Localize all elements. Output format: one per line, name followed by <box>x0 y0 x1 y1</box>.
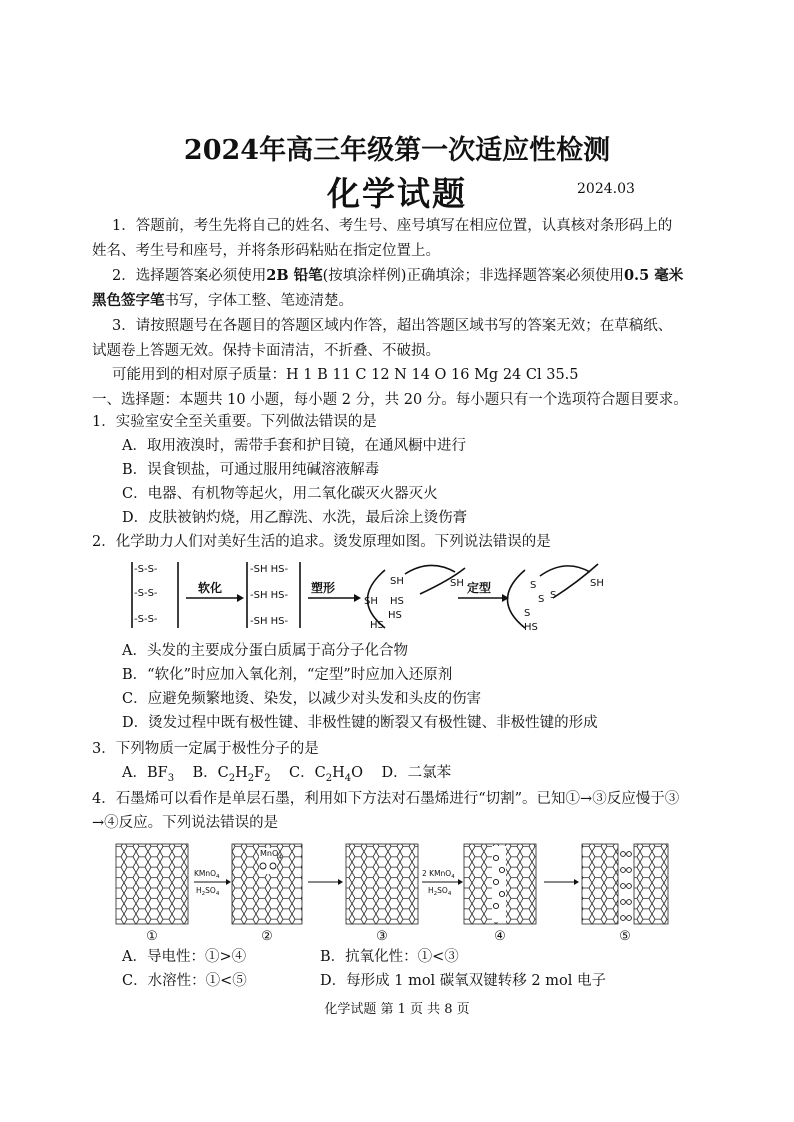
instruction-3a: 3．请按照题号在各题目的答题区域内作答，超出答题区域书写的答案无效；在草稿纸、 <box>112 318 673 334</box>
instruction-3b: 试题卷上答题无效。保持卡面清洁，不折叠、不破损。 <box>92 343 440 359</box>
graphene-sheet-3 <box>346 844 418 924</box>
page-footer: 化学试题 第 1 页 共 8 页 <box>324 1002 470 1017</box>
q4-option-d: D．每形成 1 mol 碳氧双键转移 2 mol 电子 <box>320 973 606 989</box>
soften-label: 软化 <box>198 581 223 595</box>
hs-label-1: HS <box>390 596 404 607</box>
exam-date: 2024.03 <box>577 181 635 197</box>
instruction-2a: 2．选择题答案必须使用2B 铅笔(按填涂样例)正确填涂；非选择题答案必须使用0.5 毫米 <box>112 267 684 284</box>
s-label-4: S <box>524 608 531 619</box>
graphene-sheet-4 <box>464 844 536 924</box>
q3-stem: 3．下列物质一定属于极性分子的是 <box>92 741 319 757</box>
graphene-sheet-5 <box>582 844 668 924</box>
structure-label-2: ② <box>261 929 273 944</box>
q4-stem-a: 4．石墨烯可以看作是单层石墨，利用如下方法对石墨烯进行“切割”。已知①→③反应慢于③ <box>92 791 680 807</box>
reagent-1-bottom: $H_2SO_4$ <box>196 886 220 897</box>
exam-title: 2024年高三年级第一次适应性检测 <box>183 135 611 166</box>
graphene-cutting-diagram <box>112 836 672 946</box>
section-1-heading: 一、选择题：本题共 10 小题，每小题 2 分，共 20 分。每小题只有一个选项符合题目要求。 <box>92 392 688 408</box>
sh-label-4: SH <box>590 578 604 589</box>
q3-option-c: C．$C_2H_4O$ <box>289 765 364 784</box>
instruction-1a: 1．答题前，考生先将自己的姓名、考生号、座号填写在相应位置，认真核对条形码上的 <box>112 218 673 234</box>
ss-bond-2: -S-S- <box>134 588 158 599</box>
q3-option-d: D．二氯苯 <box>381 765 452 781</box>
sh-label-2: SH <box>364 596 378 607</box>
shape-label: 塑形 <box>311 581 336 595</box>
svg-text:MnO4: MnO$_4$ <box>260 849 283 861</box>
sh-label-1: SH <box>390 576 404 587</box>
q2-option-a: A．头发的主要成分蛋白质属于高分子化合物 <box>122 643 408 659</box>
q4-option-a: A．导电性：①>④ <box>122 949 247 965</box>
q1-option-a: A．取用液溴时，需带手套和护目镜，在通风橱中进行 <box>122 438 466 454</box>
q3-options <box>122 763 737 789</box>
q1-option-d: D．皮肤被钠灼烧，用乙醇洗、水洗，最后涂上烫伤膏 <box>122 510 468 526</box>
instruction-2b: 黑色签字笔书写，字体工整、笔迹清楚。 <box>92 292 353 309</box>
structure-label-1: ① <box>146 929 158 944</box>
subject-title: 化学试题 <box>327 174 467 213</box>
q4-option-b: B．抗氧化性：①<③ <box>320 949 459 965</box>
s-label-3: S <box>550 590 557 601</box>
s-label-1: S <box>530 580 537 591</box>
reagent-1-top: KMnO$_4$ <box>194 869 220 880</box>
q1-option-c: C．电器、有机物等起火，用二氧化碳灭火器灭火 <box>122 486 438 502</box>
structure-label-3: ③ <box>376 929 388 944</box>
hs-label-2: HS <box>388 610 402 621</box>
q2-stem: 2．化学助力人们对美好生活的追求。烫发原理如图。下列说法错误的是 <box>92 534 551 550</box>
q1-option-b: B．误食钡盐，可通过服用纯碱溶液解毒 <box>122 462 380 478</box>
reagent-2-bottom: $H_2SO_4$ <box>428 886 452 897</box>
q3-option-a: A．$BF_3$ <box>122 765 175 784</box>
q1-stem: 1．实验室安全至关重要。下列做法错误的是 <box>92 414 377 430</box>
graphene-sheet-1 <box>116 844 188 924</box>
shhs-2: -SH HS- <box>250 590 289 601</box>
shhs-1: -SH HS- <box>250 564 289 575</box>
s-label-2: S <box>538 594 545 605</box>
q4-option-c: C．水溶性：①<⑤ <box>122 973 247 989</box>
structure-label-5: ⑤ <box>619 929 631 944</box>
structure-label-4: ④ <box>494 929 506 944</box>
hs-label-4: HS <box>524 622 538 633</box>
sh-label-3: SH <box>450 578 464 589</box>
instruction-1b: 姓名、考生号和座号，并将条形码粘贴在指定位置上。 <box>92 243 440 259</box>
q2-option-b: B．“软化”时应加入氧化剂，“定型”时应加入还原剂 <box>122 667 453 683</box>
ss-bond-3: -S-S- <box>134 614 158 625</box>
q2-option-c: C．应避免频繁地烫、染发，以减少对头发和头皮的伤害 <box>122 691 482 707</box>
hs-label-3: HS <box>370 620 384 631</box>
atomic-masses: 可能用到的相对原子质量：H 1 B 11 C 12 N 14 O 16 Mg 24 Cl 35.5 <box>112 367 579 383</box>
shhs-3: -SH HS- <box>250 616 289 627</box>
set-label: 定型 <box>467 581 492 595</box>
q3-option-b: B．$C_2H_2F_2$ <box>192 765 271 784</box>
ss-bond-1: -S-S- <box>134 564 158 575</box>
q4-stem-b: →④反应。下列说法错误的是 <box>92 815 279 831</box>
reagent-2-top: 2 KMnO$_4$ <box>422 869 455 880</box>
graphene-sheet-2 <box>232 844 302 924</box>
perm-diagram <box>120 558 610 636</box>
q2-option-d: D．烫发过程中既有极性键、非极性键的断裂又有极性键、非极性键的形成 <box>122 715 598 731</box>
